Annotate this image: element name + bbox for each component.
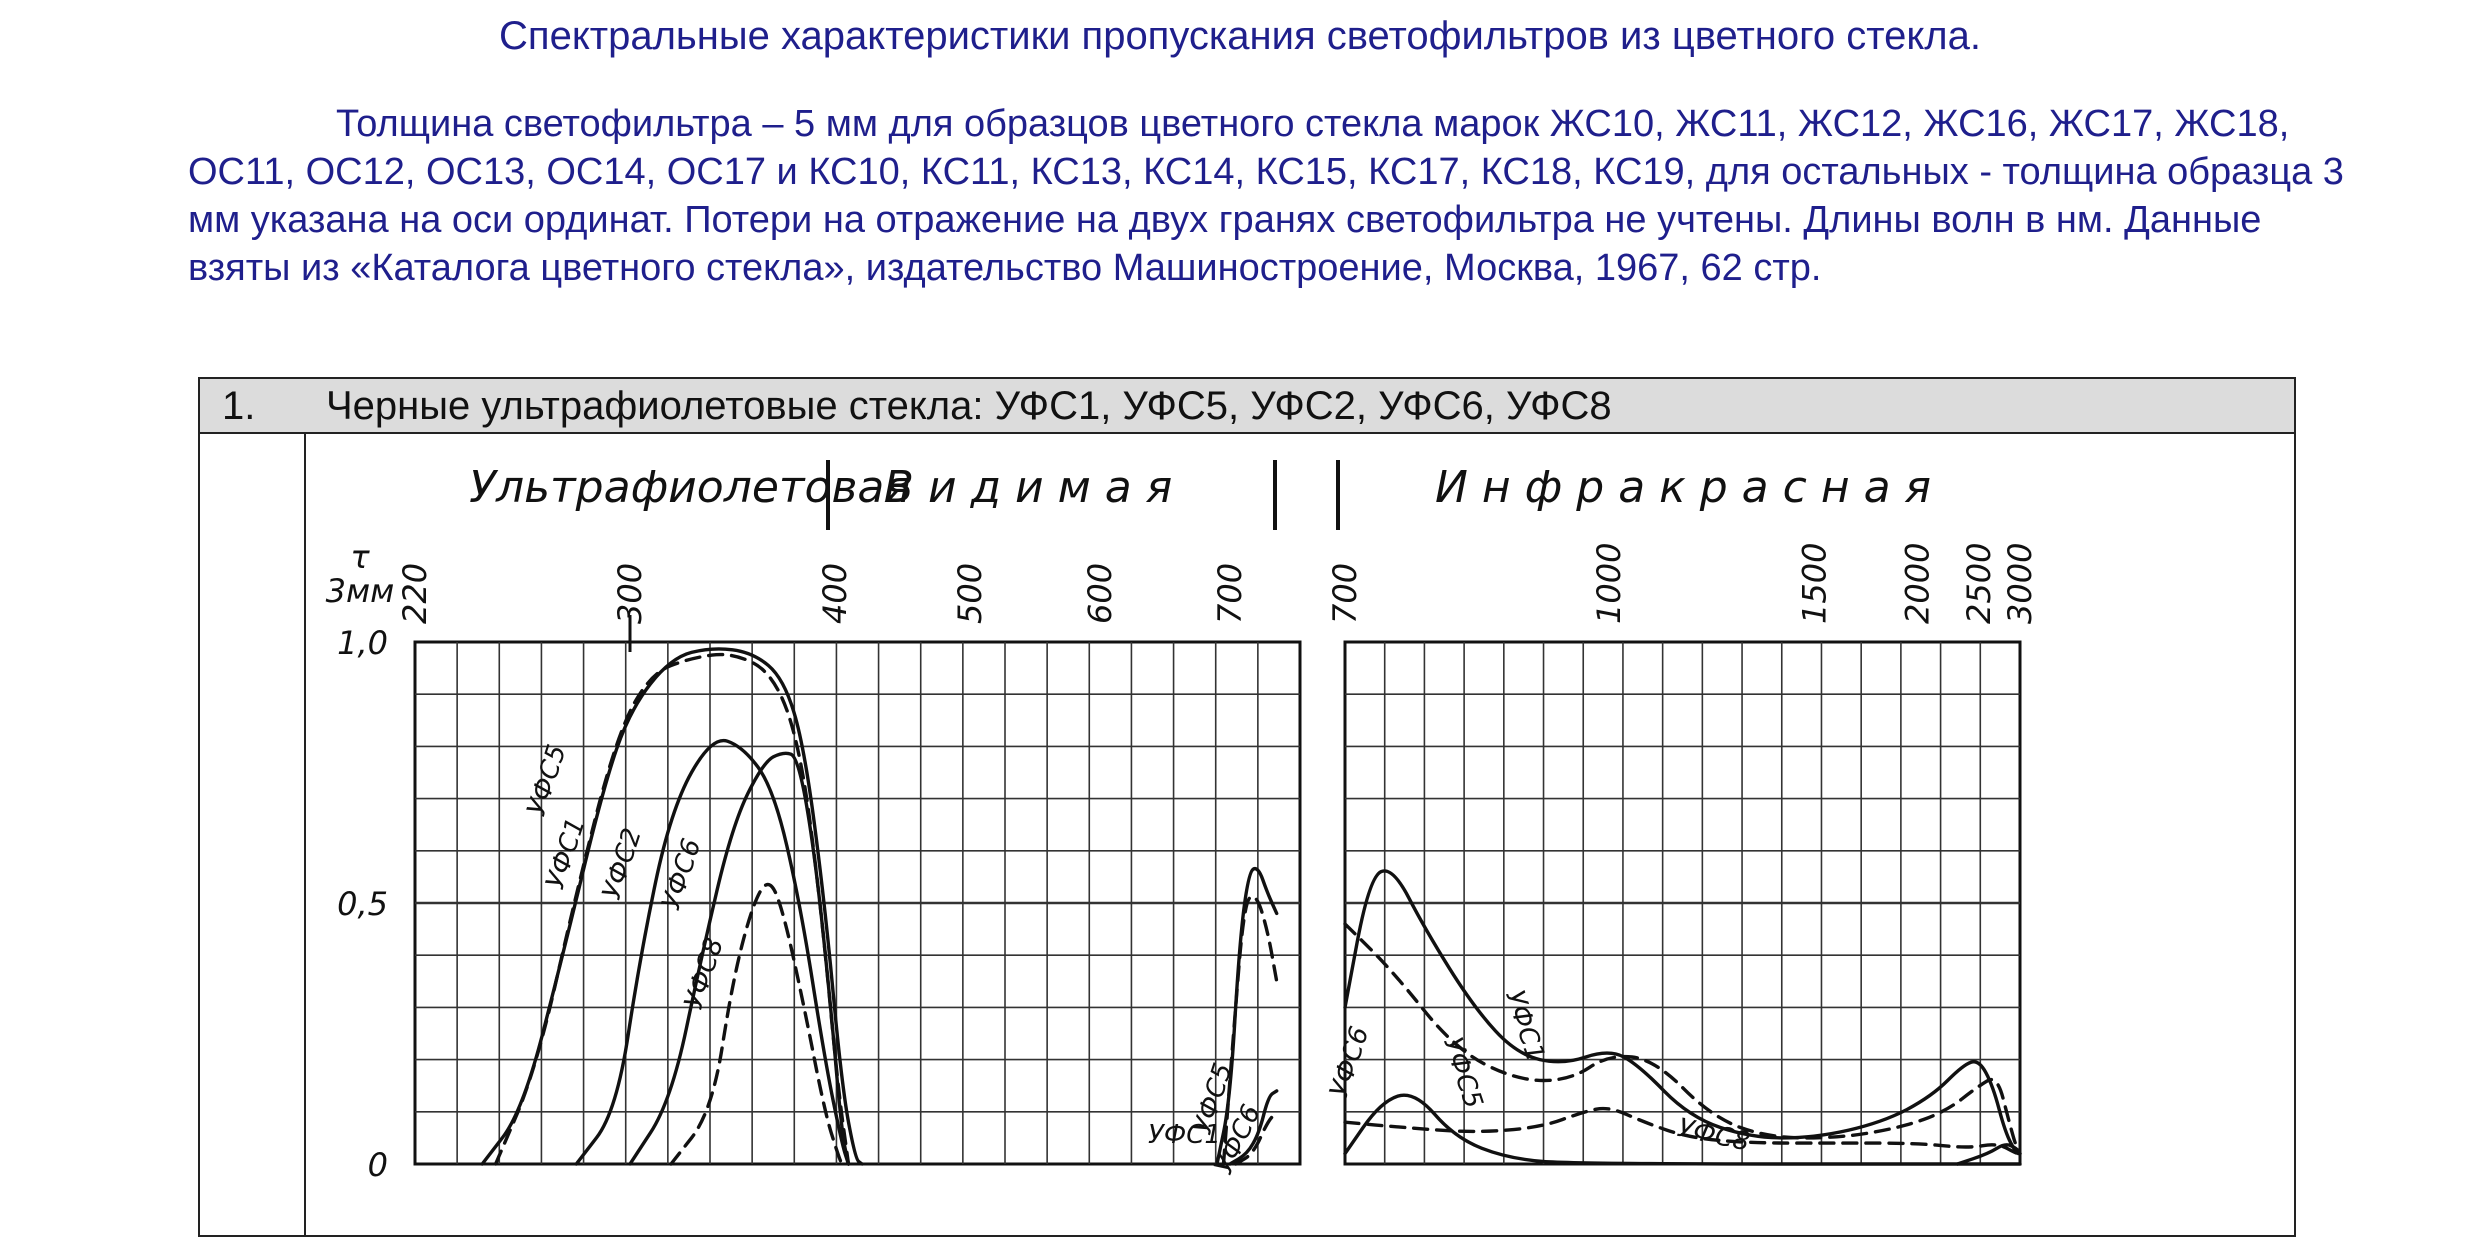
x-tick-label: 220 [396,562,434,624]
curve-label: УФС2 [596,824,648,904]
x-tick-label: 500 [951,562,989,624]
curve-label: УФС1 [1499,986,1551,1066]
curve-label: УФС8 [678,934,730,1013]
x-tick-label: 400 [816,562,854,624]
curve-label: УФС5 [521,741,573,820]
curve-label: УФС6 [1208,1100,1267,1180]
curve-label: УФС8 [1674,1113,1753,1158]
y-tick-label: 1,0 [337,624,388,662]
curve-label: УФС5 [1437,1033,1489,1113]
x-tick-label: 700 [1211,562,1249,624]
band-label: Инфракрасная [1434,462,1946,513]
row-title: Черные ультрафиолетовые стекла: УФС1, УФС5, УФС2, УФС6, УФС8 [326,384,1612,428]
x-tick-label: 600 [1081,562,1119,624]
x-tick-label: 2500 [1959,542,1998,624]
y-tick-label: 0,5 [337,885,388,923]
x-tick-label: 3000 [2001,542,2039,624]
series-line [671,885,842,1164]
x-tick-label: 700 [1326,562,1364,624]
x-tick-label: 2000 [1898,542,1937,624]
curve-label: УФС6 [1324,1023,1376,1102]
ylabel-tau: τ [350,538,370,576]
transmission-chart [300,440,2080,1220]
band-label: Видимая [883,462,1187,513]
grid-uv-vis [415,642,1300,1164]
page-title: Спектральные характеристики пропускания светофильтров из цветного стекла. [499,14,1981,58]
table-row-header [200,379,2294,434]
x-tick-label: 300 [611,562,649,624]
curve-label: УФС1 [540,814,592,893]
curve-label: УФС1 [1148,1120,1221,1151]
intro-paragraph: Толщина светофильтра – 5 мм для образцов цветного стекла марок ЖС10, ЖС11, ЖС12, ЖС16, ЖС17, ЖС18, ОС11, ОС12, ОС13, ОС14, ОС17 и КС10, КС11, КС13, КС14, КС15, КС17, КС18, КС19, для остальных - толщина образца 3 мм указана на оси ординат. Потери на отражение на двух гранях светофильтра не учтены. Длины волн в нм. Данные взяты из «Каталога цветного стекла», издательство Машиностроение, Москва, 1967, 62 стр. [188,103,2344,289]
row-number: 1. [222,384,256,428]
band-label: Ультрафиолетовая [469,462,911,513]
curve-label: УФС5 [1187,1059,1239,1139]
ylabel-thickness: 3мм [325,572,395,610]
curve-label: УФС6 [656,835,708,914]
x-tick-label: 1000 [1590,542,1629,624]
grid-ir [1345,642,2020,1164]
y-tick-label: 0 [367,1146,388,1184]
x-tick-label: 1500 [1795,542,1834,624]
